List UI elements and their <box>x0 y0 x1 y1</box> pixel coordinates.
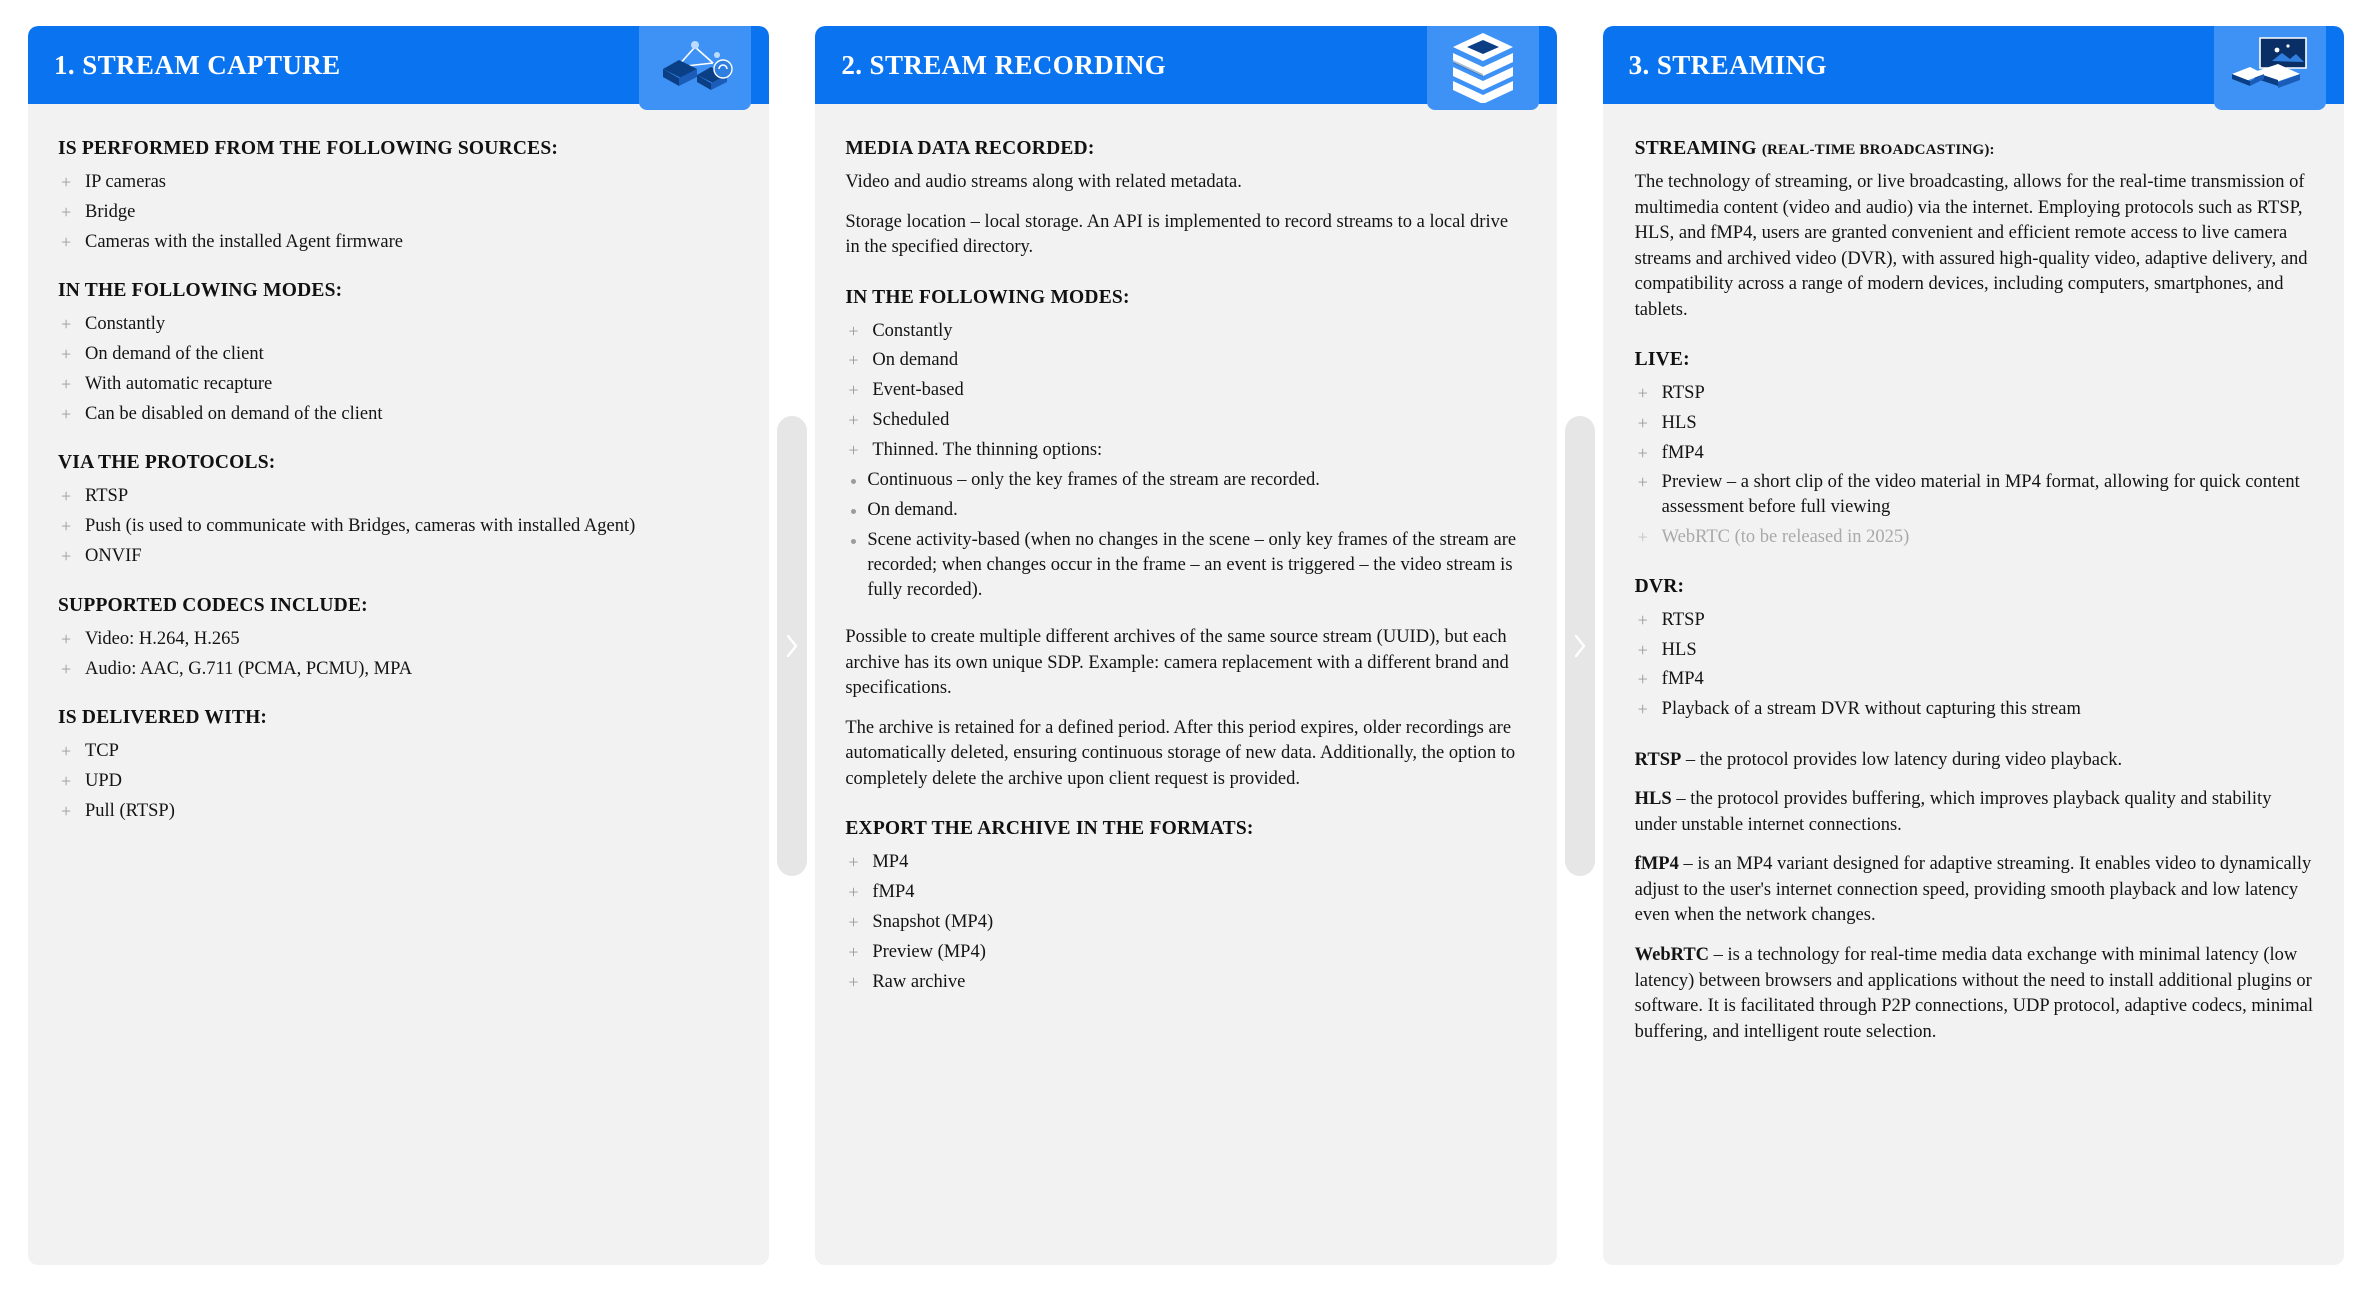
glossary-term: HLS <box>1634 789 1672 810</box>
list-item-label: WebRTC <box>1661 527 1730 547</box>
list-item: + IP cameras <box>58 170 739 195</box>
list-item: + Event-based <box>845 378 1526 403</box>
card-streaming <box>1603 26 2344 1265</box>
section-live <box>1635 349 2318 550</box>
glossary-term: fMP4 <box>1634 854 1679 875</box>
list-item: + Audio: AAC, G.711 (PCMA, PCMU), MPA <box>58 657 739 682</box>
list-item: Continuous – only the key frames of the stream are recorded. <box>845 468 1526 493</box>
list-item: + RTSP <box>58 484 739 509</box>
list-item: + UPD <box>58 769 739 794</box>
card-stream-recording <box>815 26 1556 1265</box>
paragraph: The technology of streaming, or live broadcasting, allows for the real-time transmission of multimedia content (video and audio) via the internet. Employing protocols such as RTSP, HLS, and fMP4, users are granted convenient and efficient remote access to live camera streams and archived video (DVR), with assured high-quality video, adaptive delivery, and compatibility across a range of modern devices, including computers, smartphones, and tablets. <box>1634 172 2308 320</box>
section-heading: IS DELIVERED WITH: <box>58 707 268 729</box>
list-item: + Pull (RTSP) <box>58 799 739 824</box>
list-item: Scene activity-based (when no changes in the scene – only key frames of the stream are recorded; when changes occur in the frame – an event is triggered – the video stream is fully recorded). <box>845 528 1526 602</box>
list-item: + Snapshot (MP4) <box>845 910 1526 935</box>
list-item: + On demand <box>845 348 1526 373</box>
list-item: + Preview – a short clip of the video material in MP4 format, allowing for quick content assessment before full viewing <box>1635 470 2318 520</box>
section-heading: IN THE FOLLOWING MODES: <box>845 286 1130 308</box>
list-item: + Playback of a stream DVR without capturing this stream <box>1635 697 2318 722</box>
list-item: + With automatic recapture <box>58 372 739 397</box>
card-header-stream-recording <box>815 26 1556 104</box>
list-capture-modes <box>58 312 739 426</box>
list-sources <box>58 170 739 254</box>
list-item: + Scheduled <box>845 408 1526 433</box>
list-dvr <box>1635 608 2318 722</box>
column-stream-capture <box>28 26 769 1265</box>
list-item: + Preview (MP4) <box>845 940 1526 965</box>
section-sources <box>58 138 739 254</box>
list-export-formats <box>845 850 1526 994</box>
list-item: + Push (is used to communicate with Bridges, cameras with installed Agent) <box>58 514 739 539</box>
paragraph: The archive is retained for a defined period. After this period expires, older recordings are automatically deleted, ensuring continuous storage of new data. Additionally, the option to completely delete the archive upon client request is provided. <box>845 717 1516 789</box>
card-title: 3. STREAMING <box>1628 49 1827 80</box>
paragraph: Storage location – local storage. An API is implemented to record streams to a local drive in the specified directory. <box>845 211 1509 258</box>
paragraph: Video and audio streams along with related metadata. <box>845 172 1242 192</box>
section-heading: IN THE FOLLOWING MODES: <box>58 280 343 302</box>
section-heading-suffix: (REAL-TIME BROADCASTING): <box>1761 142 1995 158</box>
section-heading-main: STREAMING <box>1634 138 1757 159</box>
paragraph: Possible to create multiple different archives of the same source stream (UUID), but each archive has its own unique SDP. Example: camera replacement with a different brand and specifications. <box>845 627 1509 699</box>
list-thinning-options <box>845 468 1526 602</box>
card-title: 2. STREAM RECORDING <box>841 49 1167 80</box>
cameras-network-icon <box>639 26 751 110</box>
section-heading <box>1635 138 2318 160</box>
card-header-streaming <box>1603 26 2344 104</box>
column-streaming <box>1603 26 2344 1265</box>
card-body-streaming <box>1603 104 2344 1265</box>
list-item: + Can be disabled on demand of the client <box>58 402 739 427</box>
column-stream-recording <box>815 26 1556 1265</box>
card-title: 1. STREAM CAPTURE <box>54 49 341 80</box>
list-item: + HLS <box>1635 411 2318 436</box>
broadcast-screen-icon <box>2214 26 2326 110</box>
list-item: + On demand of the client <box>58 342 739 367</box>
glossary-entry <box>1635 748 2318 774</box>
section-delivery <box>58 707 739 823</box>
glossary-text: – the protocol provides buffering, which improves playback quality and stability under unstable internet connections. <box>1634 789 2272 835</box>
list-item-upcoming <box>1635 525 2318 550</box>
list-item: + MP4 <box>845 850 1526 875</box>
list-item: + fMP4 <box>1635 667 2318 692</box>
card-stream-capture <box>28 26 769 1265</box>
connector-arrow-2 <box>1565 416 1595 876</box>
section-media-data <box>845 138 1526 261</box>
list-codecs <box>58 627 739 682</box>
list-item-note: (to be released in 2025) <box>1734 527 1910 547</box>
list-live <box>1635 381 2318 550</box>
list-item: + RTSP <box>1635 608 2318 633</box>
glossary-entry <box>1635 943 2318 1045</box>
card-body-stream-recording <box>815 104 1556 1265</box>
glossary-text: – is a technology for real-time media data exchange with minimal latency (low latency) between browsers and applications without the need to install additional plugins or software. It is facilitated through P2P connections, UDP protocol, adaptive codecs, minimal buffering, and intelligent route selection. <box>1634 945 2314 1042</box>
section-heading: LIVE: <box>1634 349 1690 371</box>
list-item: + Constantly <box>845 319 1526 344</box>
list-item: On demand. <box>845 498 1526 523</box>
section-streaming-intro <box>1635 138 2318 323</box>
list-item: + Video: H.264, H.265 <box>58 627 739 652</box>
section-capture-modes <box>58 280 739 426</box>
connector-arrow-1 <box>777 416 807 876</box>
glossary-text: – the protocol provides low latency during video playback. <box>1681 749 2123 770</box>
card-header-stream-capture <box>28 26 769 104</box>
list-item: + Thinned. The thinning options: <box>845 438 1526 463</box>
list-item: + Bridge <box>58 200 739 225</box>
glossary-term: RTSP <box>1634 749 1682 770</box>
glossary-entry <box>1635 787 2318 838</box>
data-stack-icon <box>1427 26 1539 110</box>
section-heading: MEDIA DATA RECORDED: <box>845 138 1095 159</box>
list-item: + fMP4 <box>1635 441 2318 466</box>
list-item: + RTSP <box>1635 381 2318 406</box>
list-item: + HLS <box>1635 638 2318 663</box>
card-body-stream-capture <box>28 104 769 1265</box>
list-item: + ONVIF <box>58 544 739 569</box>
list-item: + Raw archive <box>845 970 1526 995</box>
glossary-term: WebRTC <box>1634 945 1710 965</box>
list-item: + TCP <box>58 739 739 764</box>
list-recording-modes <box>845 319 1526 463</box>
list-item: + Cameras with the installed Agent firmware <box>58 230 739 255</box>
section-recording-modes <box>845 287 1526 793</box>
section-dvr <box>1635 576 2318 722</box>
section-heading: DVR: <box>1634 575 1685 597</box>
section-protocols <box>58 452 739 568</box>
glossary-entry <box>1635 852 2318 929</box>
section-heading: IS PERFORMED FROM THE FOLLOWING SOURCES: <box>58 138 559 159</box>
glossary-text: – is an MP4 variant designed for adaptive streaming. It enables video to dynamically adjust to the user's internet connection speed, providing smooth playback and low latency even when the network changes. <box>1634 854 2312 926</box>
section-heading: VIA THE PROTOCOLS: <box>58 452 276 474</box>
section-heading: EXPORT THE ARCHIVE IN THE FORMATS: <box>845 818 1254 840</box>
section-export-formats <box>845 818 1526 994</box>
section-heading: SUPPORTED CODECS INCLUDE: <box>58 594 368 616</box>
list-item: + fMP4 <box>845 880 1526 905</box>
section-codecs <box>58 595 739 682</box>
list-delivery <box>58 739 739 823</box>
section-glossary <box>1635 748 2318 1045</box>
list-item: + Constantly <box>58 312 739 337</box>
list-protocols <box>58 484 739 568</box>
